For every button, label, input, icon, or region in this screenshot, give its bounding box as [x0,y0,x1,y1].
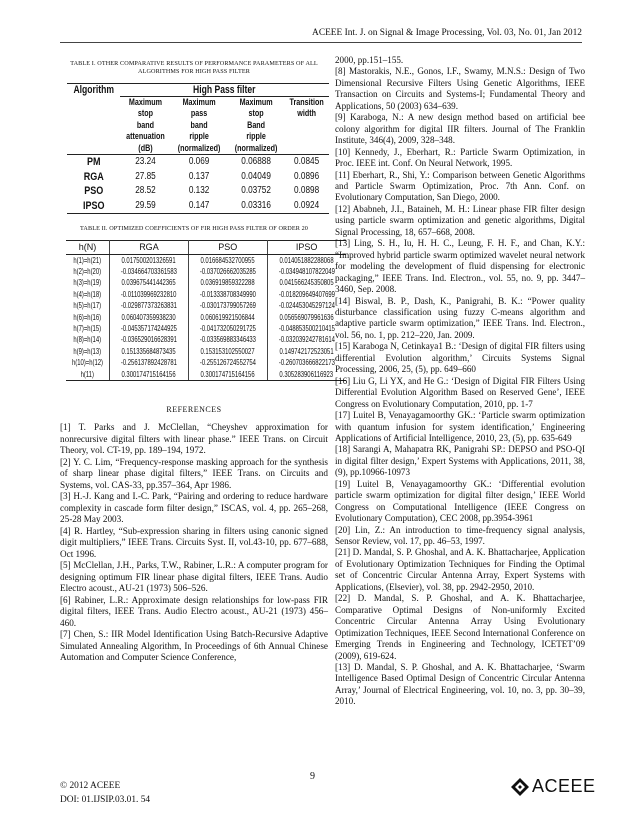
table-row [66,346,346,357]
table2-optimized-coefficients [66,240,346,381]
reference-item: [22] D. Mandal, S. P. Ghoshal, and A. K. Bhattacharjee, Comparative Optimal Designs of Non-uniformly Excited Concentric Circular Antenna Array Using Evolutionary Optimization Techniques, IEEE Second International Conference on Emerging Trends in Engineering and Technology, ICETET’09 (2009), 619-624. [335,593,585,661]
reference-item: [20] Lin, Z.: An introduction to time-frequency signal analysis, Sensor Review, vol. 17, pp. 46–53, 1997. [335,524,585,547]
table-cell: 0.014051882288068 [279,255,334,265]
table-cell: h(5)=h(17) [66,300,110,311]
reference-item: [14] Biswal, B. P., Dash, K., Panigrahi, B. K.: “Power quality disturbance classification using fuzzy C-means algorithm and adaptive particle swarm optimization,” IEEE Trans. Ind. Electron., vol. 56, no. 1, pp. 212–220, Jan. 2009. [335,295,585,340]
reference-item: [11] Eberhart, R., Shi, Y.: Comparison between Genetic Algorithms and Particle Swarm Optimization, Proc. 7th Ann. Conf. on Evolutionary Computation, San Diego, 2000. [335,169,585,203]
table-cell: 0.016684532700955 [188,254,267,266]
table-cell: -0.034948107822049 [278,266,335,276]
reference-item: [6] Rabiner, L.R.: Approximate design relationships for low-pass FIR digital filters, IEEE Trans. Audio Electro acoust., AU-21 (1973) 456–460. [60,594,328,628]
doi: DOI: 01.IJSIP.03.01. 54 [60,795,151,805]
table-cell: h(8)=h(14) [66,334,110,345]
table-cell: -0.011039969232810 [110,289,189,300]
table1-subheader-row: stop pass stop width [138,108,316,119]
reference-item: [3] H.-J. Kang and I.-C. Park, “Pairing and ordering to reduce hardware complexity in cascade form filter design,” ISCAS, vol. 4, pp. 265–268, 25-28 May 2003. [60,491,328,525]
reference-item: [21] D. Mandal, S. P. Ghoshal, and A. K. Bhattacharjee, Application of Evolutionary Optimization Techniques for Finding the Optimal set of Concentric Circular Antenna Array, Expert Systems with Applications, (Elsevier), vol. 38, pp. 2942-2950, 2010. [335,547,585,592]
journal-header: ACEEE Int. J. on Signal & Image Processing, Vol. 03, No. 01, Jan 2012 [312,28,582,38]
table-cell: -0.013338708349990 [188,289,267,300]
table-cell: -0.034664703361583 [110,266,189,277]
table-cell: 0.056569079961636 [279,312,334,322]
table-cell: -0.036529016628391 [110,334,189,345]
table-row [66,334,346,345]
reference-item: [1] T. Parks and J. McClellan, “Cheyshev approximation for nonrecursive digital filters with linear phase.” IEEE Trans. on Circuit Theory, vol. CT-19, pp. 189–194, 1972. [60,422,328,456]
table1-high-pass-comparison [67,83,329,215]
table2-header-ipso: IPSO [267,240,345,254]
reference-item: [15] Karaboga N, Cetinkaya1 B.: ‘Design of digital FIR filters using differential Evolution algorithm,’ Circuits Systems Signal Processing, 2006, 25, (5), pp. 649–660 [335,341,585,375]
table-cell: h(3)=h(19) [66,277,110,288]
table-cell: -0.256137892428781 [110,357,189,368]
table-row [66,277,346,288]
table-cell: 0.060407359938230 [110,312,189,323]
reference-item: [4] R. Hartley, “Sub-expression sharing in filters using canonic signed digit multipliers,” IEEE Trans. Circuits Syst. II, vol.43-10, pp. 677–688, Oct 1996. [60,525,328,559]
table-cell: h(11) [66,369,110,381]
table-cell: 0.300174715164156 [188,369,267,381]
table-cell: -0.255126724552754 [188,357,267,368]
table1-subheader-row: band band Band [137,119,265,130]
reference-item: [18] Sarangi A, Mahapatra RK, Panigrahi SP.: DEPSO and PSO-QI in digital filter design,’ Expert Systems with Applications, 2011, 38, (9), pp.10966-10973 [335,444,585,478]
table-cell: h(6)=h(16) [66,312,110,323]
reference-item: 2000, pp.151–155. [335,55,404,65]
reference-item: [16] Liu G, Li YX, and He G.: ‘Design of Digital FIR Filters Using Differential Evolution Algorithm Based on Reserved Gene’, IEEE Congress on Evolutionary Computation, 2010, pp. 1-7 [335,375,585,409]
table-row: IPSO 29.59 0.147 0.03316 0.0924 [67,199,329,214]
table-cell: h(2)=h(20) [66,266,110,277]
table-row: PM 23.24 0.069 0.06888 0.0845 [86,156,319,169]
table-cell: 0.153153102550027 [188,346,267,357]
reference-item: [10] Kennedy, J., Eberhart, R.: Particle Swarm Optimization, in Proc. IEEE int. Conf. On Neural Network, 1995. [335,146,585,169]
table-cell: -0.030173799057269 [188,300,267,311]
table-cell: 0.039675441442365 [110,277,189,288]
table-cell: 0.300174715164156 [110,369,189,381]
table1-caption: TABLE I. OTHER COMPARATIVE RESULTS OF PERFORMANCE PARAMETERS OF ALL ALGORITHMS FOR HIGH PASS FILTER [70,60,318,76]
reference-item: [2] Y. C. Lim, “Frequency-response masking approach for the synthesis of sharp linear phase digital filters,” IEEE Trans. on Circuits and Systems, vol. CAS-33, pp.357–364, Apr 1986. [60,456,328,490]
aceee-logo [510,776,596,797]
table-cell: -0.032039242781614 [278,335,335,345]
reference-item: [5] McClellan, J.H., Parks, T.W., Rabiner, L.R.: A computer program for designing optimum FIR linear phase digital filters, IEEE Trans. Audio Electro acoust., AU-21 (1973) 506–526. [60,560,328,594]
reference-item: [8] Mastorakis, N.E., Gonos, I.F., Swamy, M.N.S.: Design of Two Dimensional Recursive Filters Using Genetic Algorithms, IEEE Transaction on Circuits and Systems-I; Fundamental Theory and Applications, 50 (2003) 634–639. [335,66,585,111]
table-row [66,254,346,266]
table-cell: -0.045357174244925 [110,323,189,334]
table2-caption: TABLE II. OPTIMIZED COEFFICIENTS OF FIR HIGH PASS FILTER OF ORDER 20 [80,225,308,233]
table-cell: -0.260703666822173 [278,358,335,368]
references-heading: REFERENCES [166,405,222,415]
reference-item: [9] Karaboga, N.: A new design method based on artificial bee colony algorithm for digital IIR filters. Journal of The Franklin Institute, 346(4), 2009, 328–348. [335,112,585,146]
left-column [60,55,335,664]
table-row [66,369,346,381]
table-cell: 0.305283906116923 [267,369,345,381]
table-cell: -0.029877373263831 [110,300,189,311]
page-number: 9 [310,771,315,782]
table2-header-hn: h(N) [66,240,110,254]
table-cell: -0.024453045297124 [278,301,335,311]
table-cell: -0.018209649407699 [278,289,335,299]
table1-subheader-row: attenuation ripple ripple [126,131,266,142]
copyright: © 2012 ACEEE [60,781,121,791]
reference-item: [12] Ababneh, J.I., Bataineh, M. H.: Linear phase FIR filter design using particle swarm optimization and genetic algorithms, Digital Signal Processing, 18, 657–668, 2008. [335,203,585,237]
table1-subheader-row: (dB) (normalized) (normalized) [67,143,329,155]
table-cell: -0.048853500210415 [278,324,335,334]
table1-subheader-row: Maximum Maximum Maximum Transition [129,96,324,107]
table-cell: 0.149742172523051 [279,346,334,356]
table-cell: 0.060619921506844 [188,312,267,323]
table-cell: h(4)=h(18) [66,289,110,300]
reference-item: [19] Luitel B, Venayagamoorthy GK.: ‘Differential evolution particle swarm optimization for digital filter design,’ IEEE World Congress on Computational Intelligence (IEEE Congress on Evolutionary Computation), CEC 2008, pp.3954-3961 [335,478,585,524]
table-cell: 0.151335684873435 [110,346,189,357]
reference-item: [13] Ling, S. H., Iu, H. H. C., Leung, F. H. F., and Chan, K.Y.: “Improved hybrid particle swarm optimized wavelet neural network for modeling the development of fluid dispensing for electronic packaging,” IEEE Trans. Ind. Electron., vol. 55, no. 9, pp. 3447–3460, Sep. 2008. [335,238,585,295]
table2-header-rga: RGA [110,240,189,254]
logo-text: ACEEE [532,776,596,796]
table-cell: h(10)=h(12) [66,357,110,368]
aceee-logo-icon [510,777,530,797]
reference-item: [13] D. Mandal, S. P. Ghoshal, and A. K. Bhattacharjee, ‘Swarm Intelligence Based Optimal Design of Concentric Circular Antenna Array,’ Journal of Electrical Engineering, vol. 10, no. 3, pp. 30–39, 2010. [335,662,585,707]
table-cell: h(1)=h(21) [66,254,110,266]
table-cell: 0.041566245350805 [279,278,334,288]
table-cell: h(9)=h(13) [66,346,110,357]
table-row [66,266,346,277]
table-row: RGA 27.85 0.137 0.04049 0.0896 [83,170,319,183]
table-row [66,312,346,323]
references-list-right [335,55,585,708]
table1-group-header: High Pass filter [143,83,306,96]
reference-item: [17] Luitel B, Venayagamoorthy GK.: ‘Particle swarm optimization with quantum infusion for system identification,’ Engineering Applications of Artificial Intelligence, 2010, 23, (5), pp. 635-649 [335,410,585,443]
table-cell: 0.017500201326591 [110,254,189,266]
reference-item: [7] Chen, S.: IIR Model Identification Using Batch-Recursive Adaptive Simulated Annealing Algorithm, In Proceedings of 6th Annual Chinese Automation and Computer Science Conference, [60,629,328,663]
table-cell: -0.033569883346433 [188,334,267,345]
references-list-left [60,422,328,664]
table1-col-algorithm: Algorithm [73,83,115,155]
table2-header-pso: PSO [188,240,267,254]
table-row [66,357,346,368]
table2-body [66,254,346,380]
table-cell: -0.037026662035285 [188,266,267,277]
table-cell: 0.036919859322288 [188,277,267,288]
table-row: PSO 28.52 0.132 0.03752 0.0898 [84,185,319,198]
footer-info [60,779,150,807]
table-cell: h(7)=h(15) [66,323,110,334]
table-row [66,300,346,311]
header-rule [60,42,582,43]
table-row [66,289,346,300]
table-row [66,323,346,334]
table-cell: -0.041732050291725 [188,323,267,334]
